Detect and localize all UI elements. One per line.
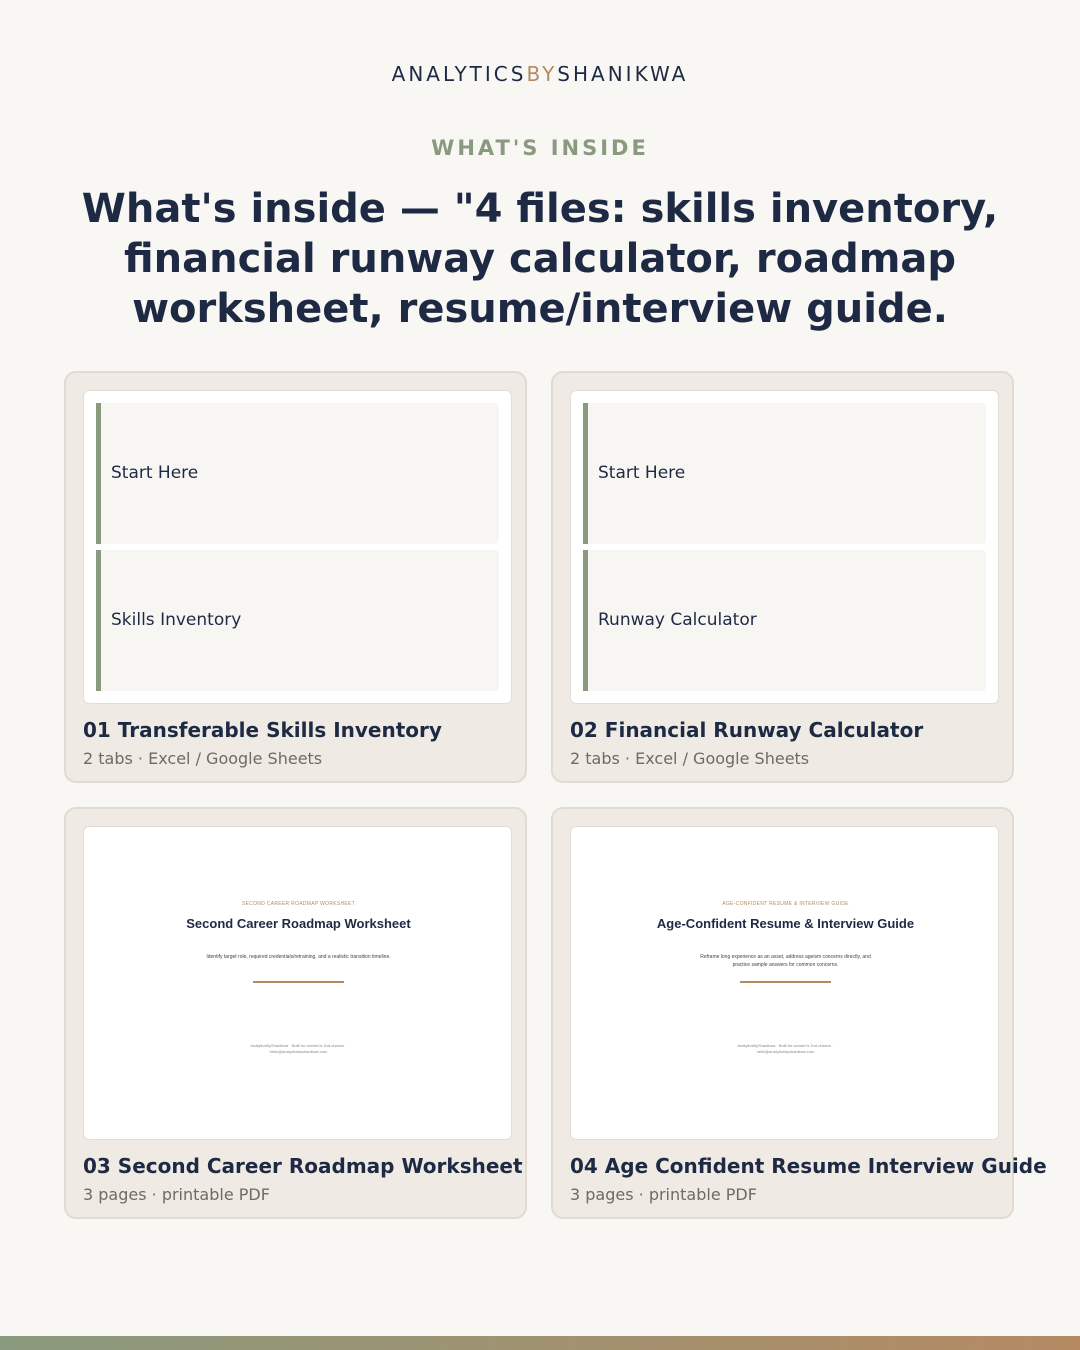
file-card-runway-calculator xyxy=(551,371,1014,783)
file-meta: 3 pages · printable PDF xyxy=(83,1185,270,1204)
sheet-tab xyxy=(96,550,499,691)
doc-subtitle: Reframe long experience as an asset, address ageism concerns directly, and practice sample answers for common concerns. xyxy=(700,954,871,968)
sheet-tab xyxy=(583,403,986,544)
doc-divider xyxy=(253,981,344,983)
spreadsheet-preview xyxy=(570,390,999,704)
doc-title: Age-Confident Resume & Interview Guide xyxy=(656,916,915,931)
file-card-skills-inventory xyxy=(64,371,527,783)
pdf-page-preview xyxy=(570,826,999,1140)
file-card-roadmap-worksheet xyxy=(64,807,527,1219)
doc-kicker: SECOND CAREER ROADMAP WORKSHEET xyxy=(241,901,356,907)
page-headline: What's inside — "4 files: skills inventory, financial runway calculator, roadmap worksheet, resume/interview guide. xyxy=(81,186,999,332)
brand-part-1: ANALYTICS xyxy=(391,62,527,86)
doc-title: Second Career Roadmap Worksheet xyxy=(186,916,411,931)
doc-footer: AnalyticsByShanikwa · Built for women's 2nd-chance · hello@analyticsbyshanikwa.com xyxy=(250,1043,347,1054)
brand-part-3: SHANIKWA xyxy=(557,62,689,86)
sheet-tab xyxy=(583,550,986,691)
sheet-tab xyxy=(96,403,499,544)
sheet-tab-label: Start Here xyxy=(111,463,199,483)
sheet-tab-label: Skills Inventory xyxy=(111,610,242,630)
sheet-tab-label: Runway Calculator xyxy=(598,610,757,630)
doc-kicker: AGE-CONFIDENT RESUME & INTERVIEW GUIDE xyxy=(722,901,849,907)
doc-divider xyxy=(740,981,831,983)
sheet-tab-label: Start Here xyxy=(598,463,686,483)
file-title: 01 Transferable Skills Inventory xyxy=(83,718,442,742)
brand-part-2: BY xyxy=(526,62,558,86)
doc-subtitle: Identify target role, required credentials/retraining, and a realistic transition timeline. xyxy=(206,954,391,960)
file-title: 02 Financial Runway Calculator xyxy=(570,718,924,742)
file-meta: 2 tabs · Excel / Google Sheets xyxy=(570,749,810,768)
file-title: 04 Age Confident Resume Interview Guide xyxy=(570,1154,1047,1178)
spreadsheet-preview xyxy=(83,390,512,704)
pdf-page-preview xyxy=(83,826,512,1140)
file-card-resume-guide xyxy=(551,807,1047,1219)
doc-footer: AnalyticsByShanikwa · Built for women's 2nd-chance · hello@analyticsbyshanikwa.com xyxy=(737,1043,834,1054)
file-meta: 3 pages · printable PDF xyxy=(570,1185,757,1204)
file-title: 03 Second Career Roadmap Worksheet xyxy=(83,1154,523,1178)
bottom-gradient-bar xyxy=(0,1336,1080,1350)
section-eyebrow: WHAT'S INSIDE xyxy=(431,136,649,160)
file-meta: 2 tabs · Excel / Google Sheets xyxy=(83,749,323,768)
brand-logo xyxy=(0,62,1080,86)
